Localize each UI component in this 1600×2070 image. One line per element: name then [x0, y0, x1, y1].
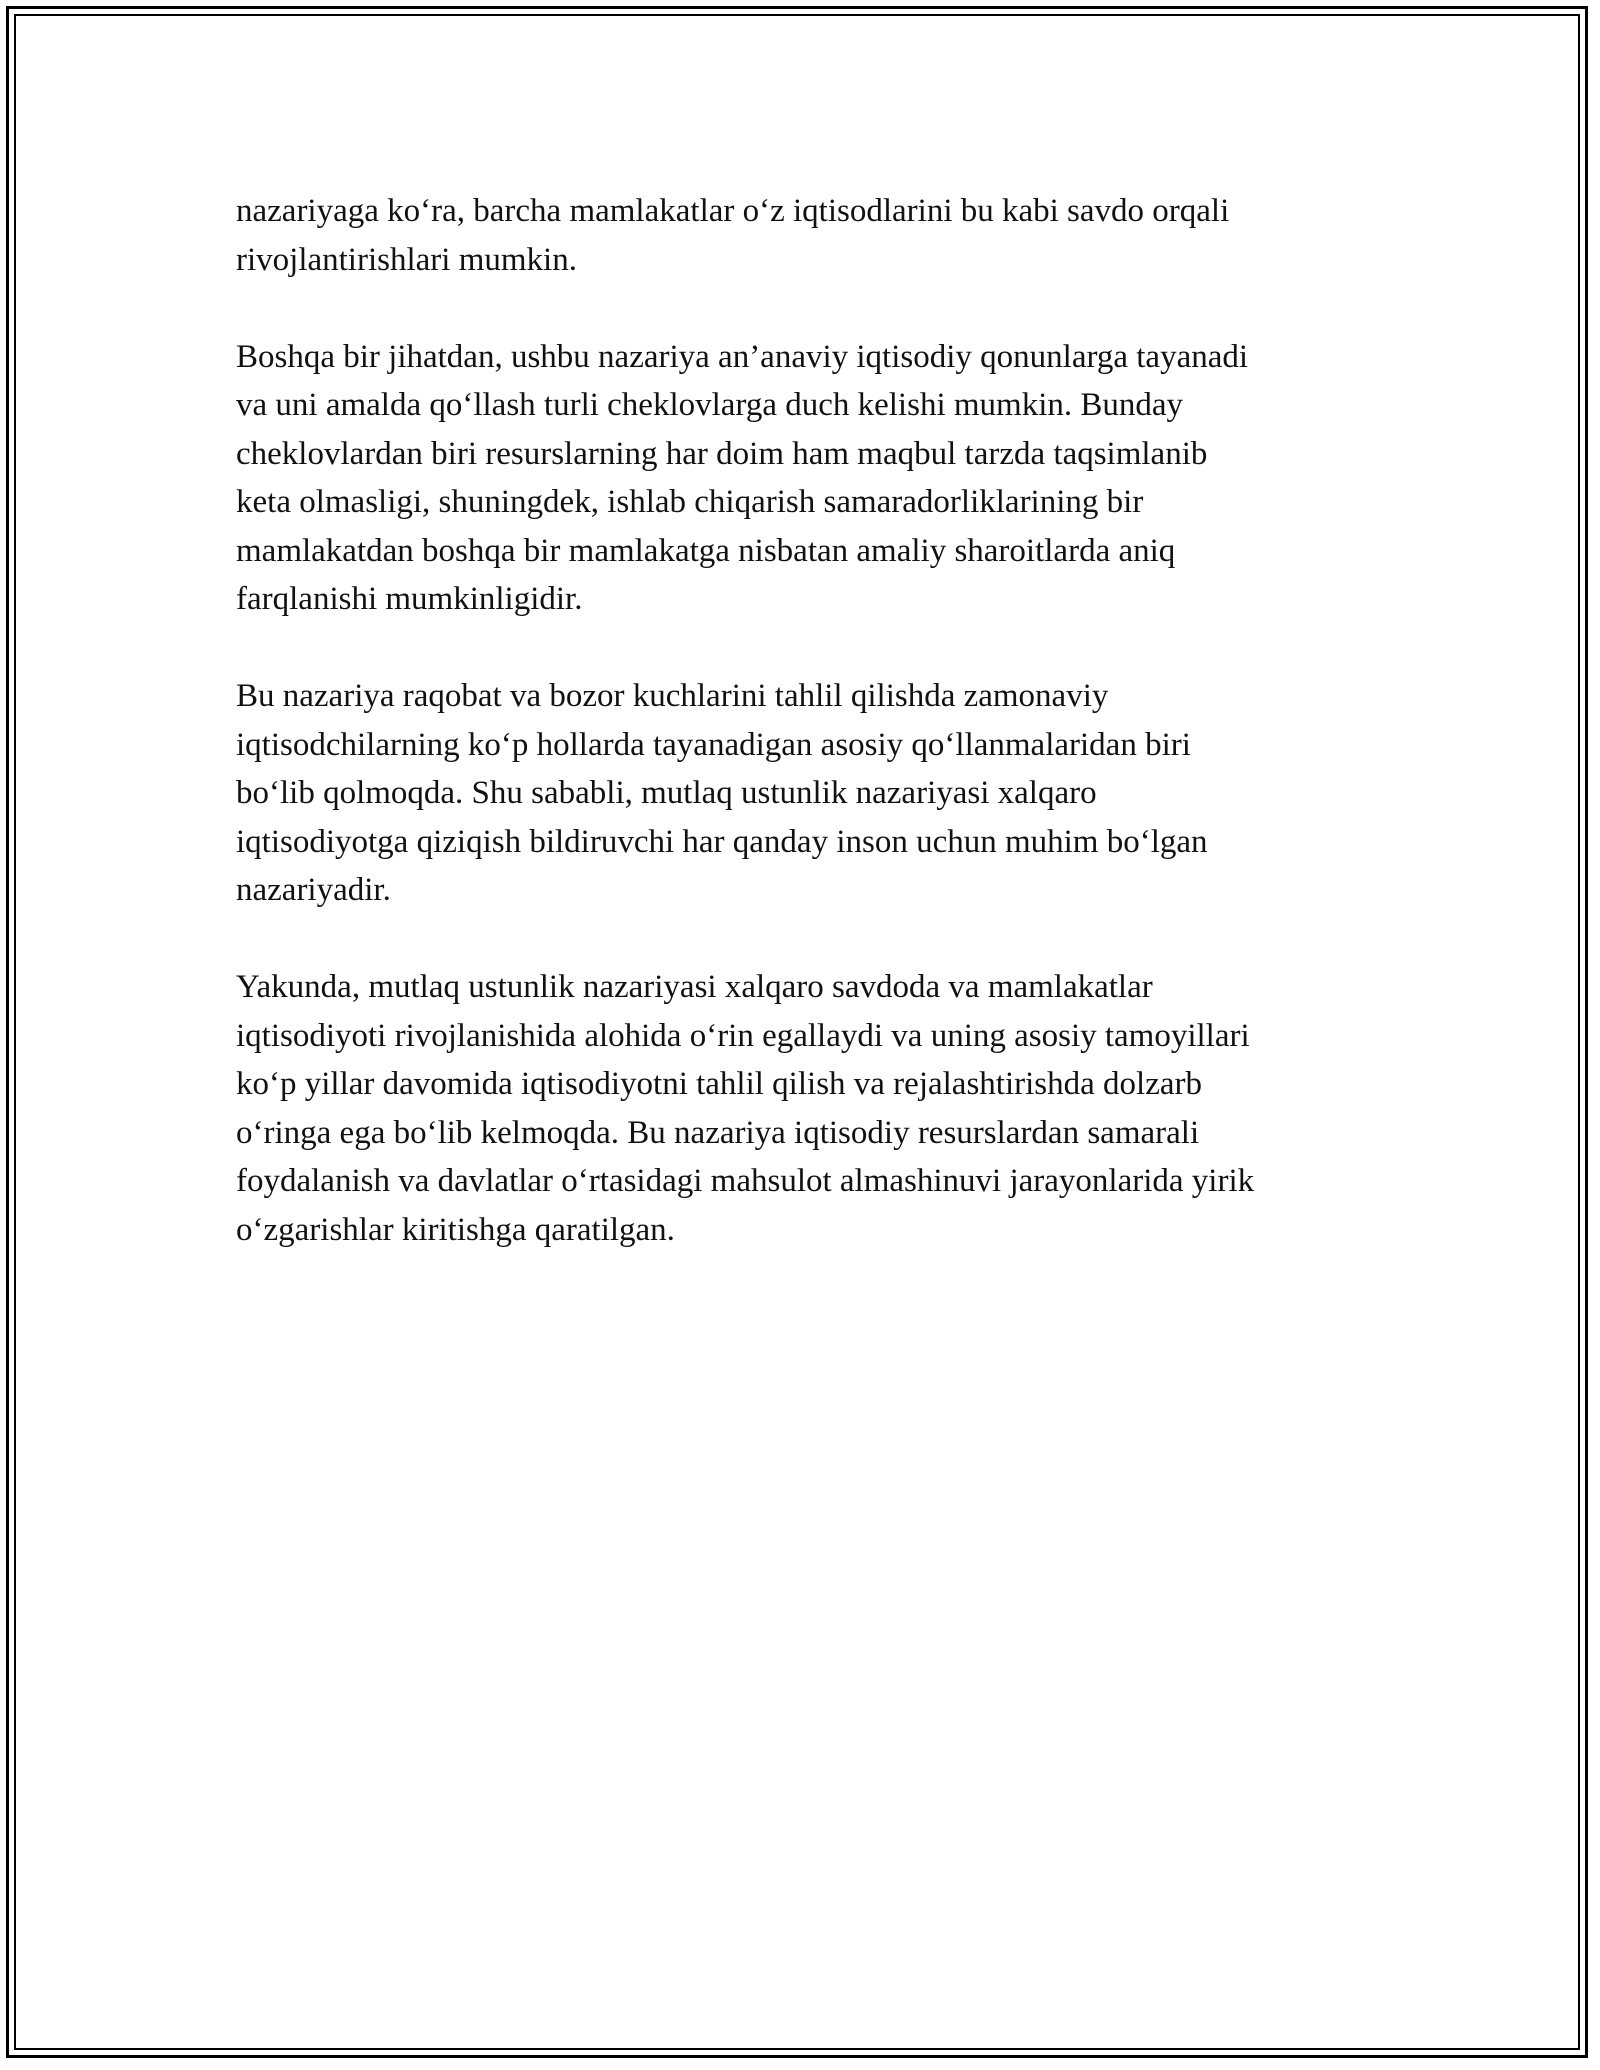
document-body [236, 187, 1376, 1303]
text-line: iqtisodiyoti rivojlanishida alohida o‘rin egallaydi va uning asosiy tamoyillari [236, 1017, 1250, 1054]
text-line: Yakunda, mutlaq ustunlik nazariyasi xalqaro savdoda va mamlakatlar [236, 969, 1153, 1005]
text-line: rivojlantirishlari mumkin. [236, 241, 577, 278]
text-line: Boshqa bir jihatdan, ushbu nazariya an’anaviy iqtisodiy qonunlarga tayanadi [236, 338, 1249, 375]
paragraph [236, 333, 1376, 624]
paragraph [236, 187, 1376, 284]
text-line: Bu nazariya raqobat va bozor kuchlarini tahlil qilishda zamonaviy [236, 678, 1109, 714]
text-line: iqtisodiyotga qiziqish bildiruvchi har qanday inson uchun muhim bo‘lgan [236, 823, 1208, 860]
text-line: farqlanishi mumkinligidir. [236, 581, 583, 617]
text-line: foydalanish va davlatlar o‘rtasidagi mahsulot almashinuvi jarayonlarida yirik [236, 1163, 1255, 1199]
text-line: o‘zgarishlar kiritishga qaratilgan. [236, 1211, 675, 1248]
text-line: keta olmasligi, shuningdek, ishlab chiqarish samaradorliklarining bir [236, 484, 1144, 520]
text-line: cheklovlardan biri resurslarning har doim ham maqbul tarzda taqsimlanib [236, 435, 1208, 472]
text-line: o‘ringa ega bo‘lib kelmoqda. Bu nazariya iqtisodiy resurslardan samarali [236, 1114, 1200, 1151]
text-line: nazariyadir. [236, 872, 391, 908]
paragraph [236, 963, 1376, 1254]
text-line: bo‘lib qolmoqda. Shu sababli, mutlaq ustunlik nazariyasi xalqaro [236, 775, 1097, 811]
text-line: ko‘p yillar davomida iqtisodiyotni tahlil qilish va rejalashtirishda dolzarb [236, 1066, 1202, 1102]
text-line: mamlakatdan boshqa bir mamlakatga nisbatan amaliy sharoitlarda aniq [236, 532, 1176, 569]
paragraph [236, 672, 1376, 915]
text-line: iqtisodchilarning ko‘p hollarda tayanadigan asosiy qo‘llanmalaridan biri [236, 726, 1191, 763]
text-line: nazariyaga ko‘ra, barcha mamlakatlar o‘z iqtisodlarini bu kabi savdo orqali [236, 193, 1230, 229]
text-line: va uni amalda qo‘llash turli cheklovlarga duch kelishi mumkin. Bunday [236, 387, 1184, 423]
